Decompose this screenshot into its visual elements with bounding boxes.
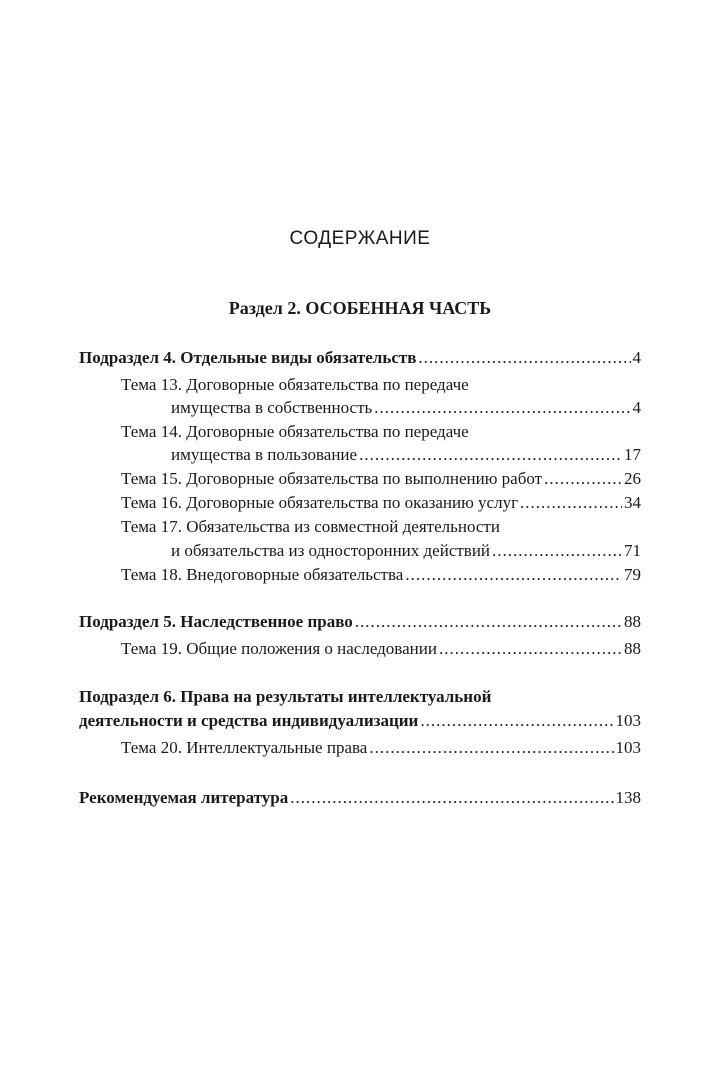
toc-topic-15-label: Тема 15. Договорные обязательства по выполнению работ <box>121 469 543 488</box>
page-title: СОДЕРЖАНИЕ <box>289 228 431 249</box>
toc-page-number: 71 <box>624 541 641 560</box>
toc-subsection-5-label: Подраздел 5. Наследственное право <box>79 612 353 631</box>
toc-topic-19[interactable] <box>121 638 641 660</box>
leader-dots <box>355 611 622 633</box>
toc-page-number: 4 <box>632 398 641 417</box>
leader-dots <box>359 444 622 466</box>
leader-dots <box>520 492 622 514</box>
toc-subsection-4-label: Подраздел 4. Отдельные виды обязательств <box>79 348 417 367</box>
toc-page-number: 79 <box>624 565 641 584</box>
toc-page-number: 103 <box>615 738 641 757</box>
leader-dots <box>369 737 613 759</box>
toc-literature-label: Рекомендуемая литература <box>79 788 289 807</box>
toc-topic-14[interactable] <box>171 444 641 466</box>
toc-literature[interactable] <box>79 787 641 809</box>
leader-dots <box>544 468 622 490</box>
toc-page-number: 34 <box>624 493 641 512</box>
toc-topic-18-label: Тема 18. Внедоговорные обязательства <box>121 565 404 584</box>
toc-topic-16-label: Тема 16. Договорные обязательства по оказанию услуг <box>121 493 519 512</box>
toc-page-number: 17 <box>624 445 641 464</box>
leader-dots <box>418 347 630 369</box>
toc-page-number: 103 <box>615 711 641 730</box>
toc-topic-13-line2: имущества в собственность <box>171 398 373 417</box>
toc-page-number: 88 <box>624 612 641 631</box>
toc-topic-15[interactable] <box>121 468 641 490</box>
toc-subsection-5[interactable] <box>79 611 641 633</box>
toc-topic-13[interactable] <box>171 397 641 419</box>
toc-topic-17[interactable] <box>171 540 641 562</box>
leader-dots <box>492 540 622 562</box>
toc-page-number: 4 <box>632 348 641 367</box>
toc-subsection-6-line2: деятельности и средства индивидуализации <box>79 711 419 730</box>
toc-topic-17-line2: и обязательства из односторонних действий <box>171 541 491 560</box>
part-title: Раздел 2. ОСОБЕННАЯ ЧАСТЬ <box>228 298 492 318</box>
leader-dots <box>290 787 613 809</box>
toc-topic-18[interactable] <box>121 564 641 586</box>
toc-subsection-4[interactable] <box>79 347 641 369</box>
toc-page-number: 26 <box>624 469 641 488</box>
toc-topic-14-line1[interactable]: Тема 14. Договорные обязательства по передаче <box>121 422 469 441</box>
toc-subsection-6[interactable] <box>79 710 641 732</box>
toc-topic-13-line1[interactable]: Тема 13. Договорные обязательства по передаче <box>121 375 469 394</box>
toc-topic-20-label: Тема 20. Интеллектуальные права <box>121 738 368 757</box>
toc-subsection-6-line1[interactable]: Подраздел 6. Права на результаты интеллектуальной <box>79 687 492 706</box>
toc-topic-20[interactable] <box>121 737 641 759</box>
leader-dots <box>439 638 622 660</box>
toc-page-number: 88 <box>624 639 641 658</box>
leader-dots <box>420 710 613 732</box>
leader-dots <box>374 397 630 419</box>
toc-topic-16[interactable] <box>121 492 641 514</box>
toc-topic-19-label: Тема 19. Общие положения о наследовании <box>121 639 437 658</box>
toc-topic-14-line2: имущества в пользование <box>171 445 358 464</box>
toc-topic-17-line1[interactable]: Тема 17. Обязательства из совместной деятельности <box>121 517 500 536</box>
leader-dots <box>405 564 622 586</box>
toc-page-number: 138 <box>615 788 641 807</box>
